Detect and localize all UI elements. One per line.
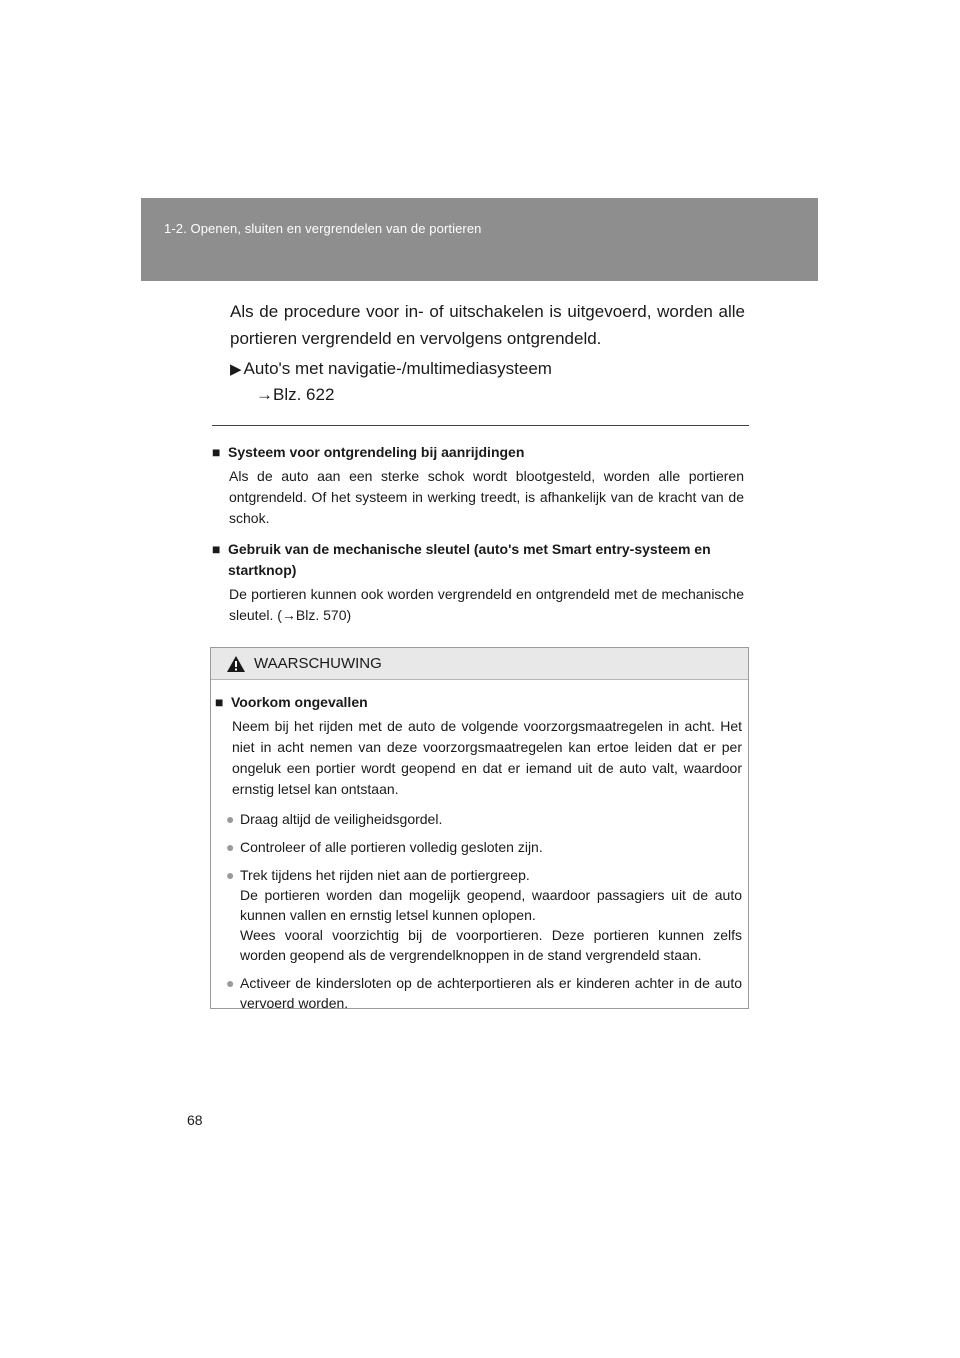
warning-triangle-icon — [227, 656, 245, 672]
warning-heading: Voorkom ongevallen — [231, 694, 368, 710]
warning-header — [211, 648, 748, 680]
circle-bullet-icon: ● — [226, 839, 235, 855]
note-heading: Systeem voor ontgrendeling bij aanrijdingen — [228, 444, 525, 460]
note-mechanical-key — [212, 539, 744, 626]
bullet-text: Wees vooral voorzichtig bij de voorportieren. Deze portieren kunnen zelfs worden geopend als de vergrendelknoppen in de stand vergrendeld staan. — [240, 927, 742, 963]
circle-bullet-icon: ● — [226, 867, 235, 883]
note-body: De portieren kunnen ook worden vergrendeld en ontgrendeld met de mechanische sleutel. (→Blz. 570) — [229, 586, 744, 623]
square-bullet-icon: ■ — [212, 541, 221, 557]
notes-section — [212, 442, 744, 626]
triangle-right-icon: ▶ — [230, 361, 242, 378]
list-item — [215, 809, 742, 829]
warning-title: WAARSCHUWING — [254, 655, 382, 672]
page-number: 68 — [187, 1112, 203, 1128]
square-bullet-icon: ■ — [215, 694, 224, 710]
note-collision-unlock — [212, 442, 744, 529]
circle-bullet-icon: ● — [226, 975, 235, 991]
bullet-text: De portieren worden dan mogelijk geopend, waardoor passagiers uit de auto kunnen vallen en ernstig letsel kunnen oplopen. — [240, 887, 742, 923]
list-item — [215, 837, 742, 857]
bullet-text: Activeer de kindersloten op de achterportieren als er kinderen achter in de auto vervoerd worden. — [240, 975, 742, 1011]
section-title: 1-2. Openen, sluiten en vergrendelen van de portieren — [164, 221, 482, 236]
square-bullet-icon: ■ — [212, 444, 221, 460]
bullet-text: Trek tijdens het rijden niet aan de portiergreep. — [240, 867, 530, 883]
note-heading: Gebruik van de mechanische sleutel (auto's met Smart entry-systeem en startknop) — [228, 541, 711, 578]
divider — [212, 425, 749, 426]
arrow-item-label: Auto's met navigatie-/multimediasysteem — [243, 359, 552, 378]
arrow-list-item — [230, 357, 552, 382]
circle-bullet-icon: ● — [226, 811, 235, 827]
warning-box — [210, 647, 749, 1009]
warning-content — [211, 680, 748, 1013]
bullet-text: Controleer of alle portieren volledig gesloten zijn. — [240, 839, 543, 855]
list-item — [215, 973, 742, 1013]
intro-paragraph: Als de procedure voor in- of uitschakelen is uitgevoerd, worden alle portieren vergrendeld en vervolgens ontgrendeld. — [230, 302, 745, 348]
page-reference: →Blz. 622 — [256, 385, 335, 404]
note-body: Als de auto aan een sterke schok wordt blootgesteld, worden alle portieren ontgrendeld. Of het systeem in werking treedt, is afhankelijk van de kracht van de schok. — [229, 468, 744, 526]
section-header — [141, 198, 818, 281]
list-item — [215, 865, 742, 965]
warning-intro: Neem bij het rijden met de auto de volgende voorzorgsmaatregelen in acht. Het niet in acht nemen van deze voorzorgsmaatregelen kan ertoe leiden dat er per ongeluk een portier wordt geopend en dat er iemand uit de auto valt, waardoor ernstig letsel kan ontstaan. — [232, 718, 742, 797]
bullet-text: Draag altijd de veiligheidsgordel. — [240, 811, 443, 827]
